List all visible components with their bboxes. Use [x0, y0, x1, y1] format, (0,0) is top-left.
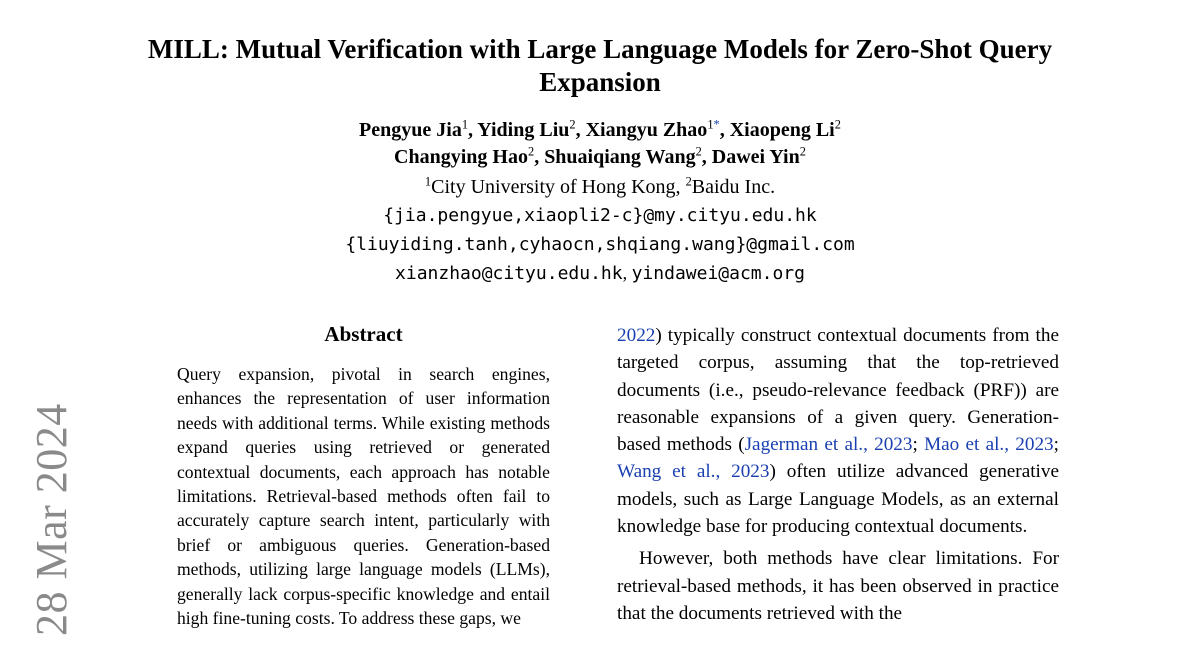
- body-text: ) often utilize advanced generative models, such as Large Language Models, as an external knowledge base for producing contextual documents.: [617, 461, 1059, 538]
- author-name: Xiangyu Zhao: [585, 119, 708, 141]
- author-name: Xiaopeng Li: [729, 119, 835, 141]
- author-name: Shuaiqiang Wang: [544, 146, 696, 168]
- arxiv-date-stamp: 28 Mar 2024: [27, 403, 76, 636]
- affiliation-mark: 2: [685, 174, 692, 189]
- author-affiliation-mark: 2: [569, 117, 576, 132]
- author-list: [120, 117, 1080, 171]
- author-affiliation-mark: 2: [695, 144, 702, 159]
- email-block: [120, 202, 1080, 289]
- citation-link[interactable]: Wang et al., 2023: [617, 461, 770, 483]
- abstract-text: Query expansion, pivotal in search engines, enhances the representation of user information needs with additional terms. While existing methods expand queries using retrieved or generated contextual documents, each approach has notable limitations. Retrieval-based methods often fail to accurately capture search intent, particularly with brief or ambiguous queries. Generation-based methods, utilizing large language models (LLMs), generally lack corpus-specific knowledge and entail high fine-tuning costs. To address these gaps, we: [177, 364, 550, 629]
- email-line: {jia.pengyue,xiaopli2-c}@my.cityu.edu.hk: [383, 205, 817, 226]
- email-address: xianzhao@cityu.edu.hk: [395, 263, 623, 284]
- author-name: Pengyue Jia: [359, 119, 462, 141]
- author-line-1: Pengyue Jia$^1$, Yiding Liu$^2$, Xiangyu Zhao$^{1*}$, Xiaopeng Li$^2$: [359, 117, 841, 141]
- author-affiliation-mark: 2: [834, 117, 841, 132]
- author-name: Dawei Yin: [711, 146, 800, 168]
- author-name: Yiding Liu: [477, 119, 570, 141]
- citation-link[interactable]: Jagerman et al., 2023: [744, 434, 913, 456]
- paper-title: MILL: Mutual Verification with Large Language Models for Zero-Shot Query Expansion: [147, 34, 1053, 97]
- affiliation-1: City University of Hong Kong,: [431, 176, 686, 198]
- author-name: Changying Hao: [394, 146, 528, 168]
- right-column: [617, 322, 1059, 627]
- author-affiliation-mark: 2: [527, 144, 535, 159]
- corresponding-author-link[interactable]: *: [713, 117, 720, 132]
- citation-link[interactable]: Mao et al., 2023: [924, 434, 1054, 456]
- body-paragraph: 2022) typically construct contextual documents from the targeted corpus, assuming that the top-retrieved documents (i.e., pseudo-relevance feedback (PRF)) are reasonable expansions of a given query. Generation-based methods (Jagerman et al., 2023; Mao et al., 2023; Wang et al., 2023) often utilize advanced generative models, such as Large Language Models, as an external knowledge base for producing contextual documents.: [617, 325, 1059, 538]
- email-line: {liuyiding.tanh,cyhaocn,shqiang.wang}@gmail.com: [345, 233, 855, 255]
- author-affiliation-mark: 1: [707, 117, 714, 132]
- author-affiliation-mark: 2: [799, 144, 806, 159]
- citation-link[interactable]: 2022: [617, 325, 656, 346]
- affiliation-2: Baidu Inc.: [691, 176, 776, 198]
- affiliation-mark: 1: [424, 174, 432, 189]
- body-paragraph: However, both methods have clear limitations. For retrieval-based methods, it has been observed in practice that the documents retrieved with the: [617, 548, 1059, 624]
- affiliations: [120, 173, 1080, 201]
- author-affiliation-mark: 1: [461, 117, 469, 132]
- email-line: xianzhao@cityu.edu.hk, yindawei@acm.org: [395, 263, 805, 284]
- email-address: yindawei@acm.org: [631, 263, 805, 284]
- author-line-2: Changying Hao$^2$, Shuaiqiang Wang$^2$, Dawei Yin$^2$: [394, 144, 806, 168]
- body-text: ) typically construct contextual documents from the targeted corpus, assuming that the top-retrieved documents (i.e., pseudo-relevance feedback (PRF)) are reasonable expansions of a given query. Generation-based methods (: [617, 325, 1059, 456]
- abstract-heading: Abstract: [324, 322, 403, 346]
